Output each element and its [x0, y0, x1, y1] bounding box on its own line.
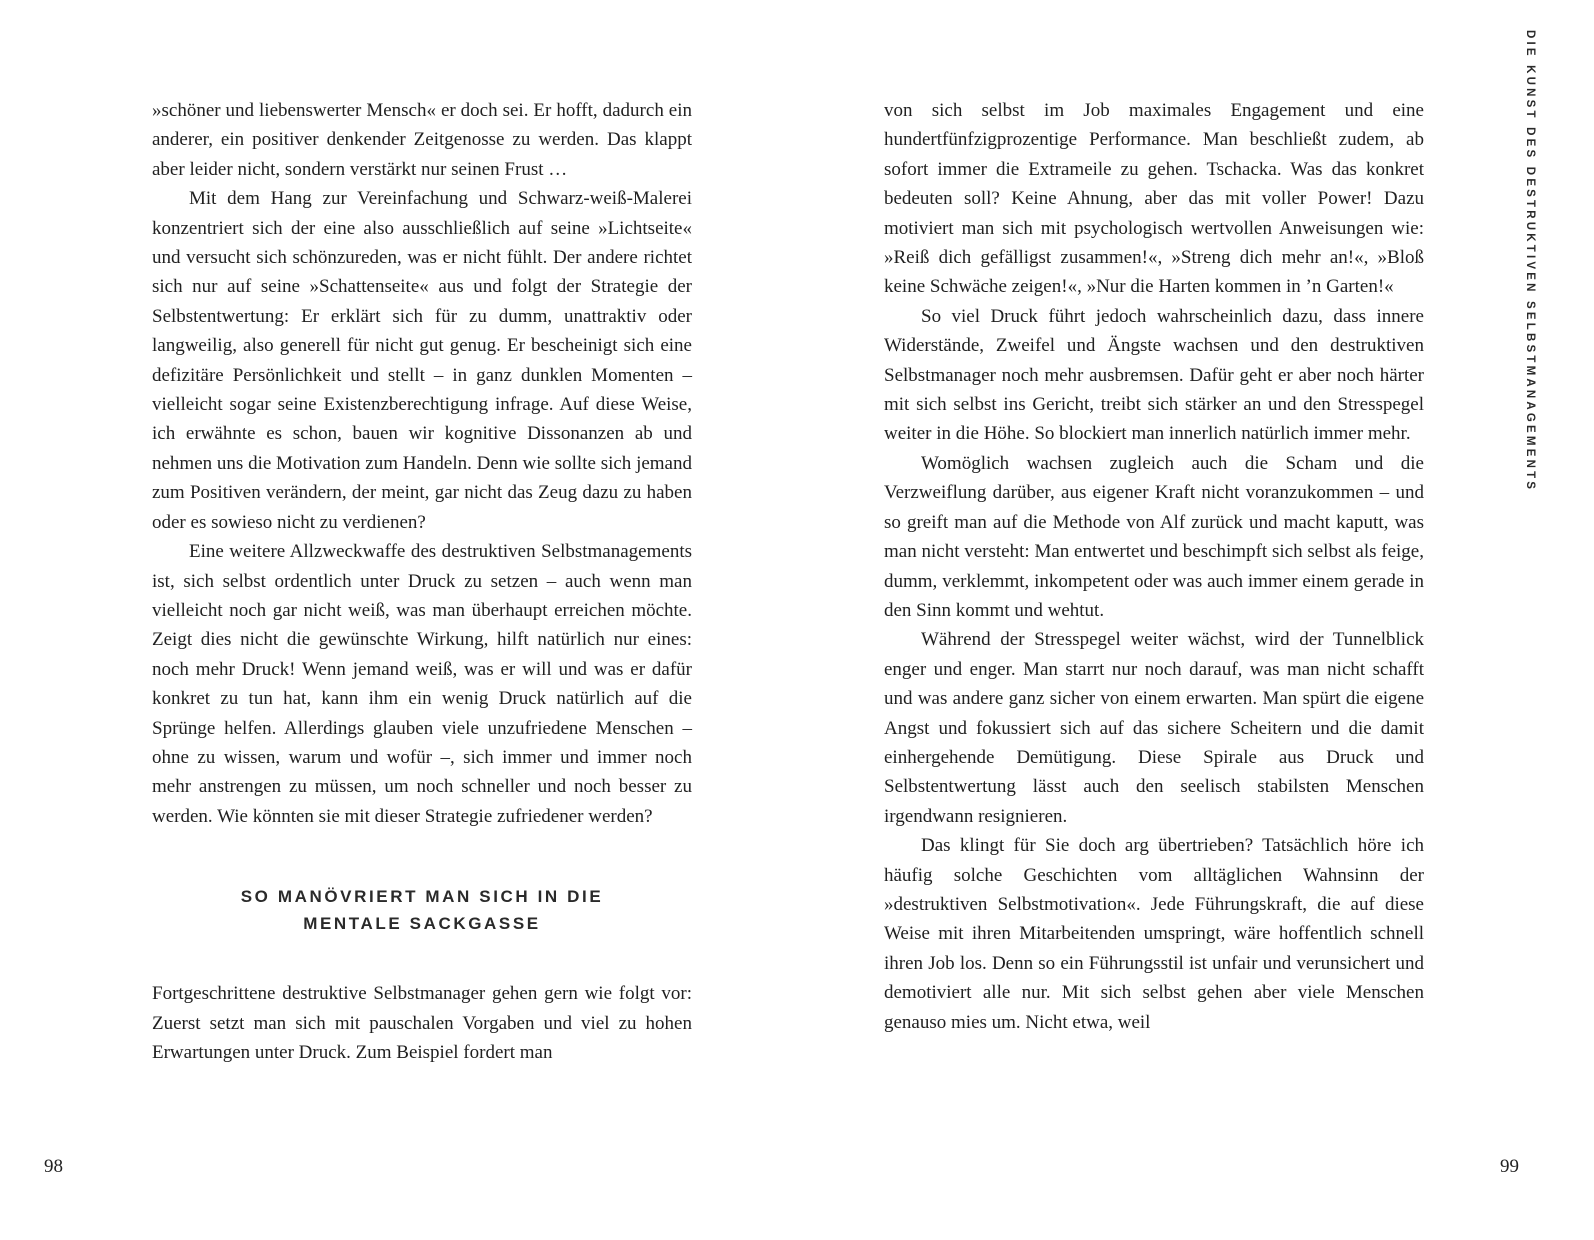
paragraph: »schöner und liebenswerter Mensch« er doch sei. Er hofft, dadurch ein anderer, ein positiver denkender Zeitgenosse zu werden. Das klappt aber leider nicht, sondern verstärkt nur seinen Frust …	[152, 100, 692, 180]
paragraph: von sich selbst im Job maximales Engagement und eine hundertfünfzigprozentige Performance. Man beschließt zudem, ab sofort immer die Extrameile zu gehen. Tschacka. Was das konkret bedeuten soll? Keine Ahnung, aber das mit voller Power! Dazu motiviert man sich mit psychologisch wertvollen Anweisungen wie: »Reiß dich gefälligst zusammen!«, »Streng dich mehr an!«, »Bloß keine Schwäche zeigen!«, »Nur die Harten kommen in ’n Garten!«	[884, 100, 1424, 298]
paragraph: So viel Druck führt jedoch wahrscheinlich dazu, dass innere Widerstände, Zweifel und Ängste wachsen und den destruktiven Selbstmanager noch mehr ausbremsen. Dafür geht er aber noch härter mit sich selbst ins Gericht, treibt sich stärker an und den Stresspegel weiter in die Höhe. So blockiert man innerlich natürlich immer mehr.	[884, 305, 1424, 445]
paragraph: Womöglich wachsen zugleich auch die Scham und die Verzweiflung darüber, aus eigener Kraft nicht voranzukommen – und so greift man auf die Methode von Alf zurück und macht kaputt, was man nicht versteht: Man entwertet und beschimpft sich selbst als feige, dumm, verklemmt, inkompetent oder was auch immer einem gerade in den Sinn kommt und wehtut.	[884, 452, 1424, 621]
section-heading	[152, 883, 692, 937]
paragraph: Das klingt für Sie doch arg übertrieben? Tatsächlich höre ich häufig solche Geschichten vom alltäglichen Wahnsinn der »destruktiven Selbstmotivation«. Jede Führungskraft, die auf diese Weise mit ihren Mitarbeitenden umspringt, wäre hoffentlich schnell ihren Job los. Denn so ein Führungsstil ist unfair und verunsichert und demotiviert alle nur. Mit sich selbst gehen aber viele Menschen genauso mies um. Nicht etwa, weil	[884, 835, 1424, 1033]
running-header: DIE KUNST DES DESTRUKTIVEN SELBSTMANAGEMENTS	[1524, 30, 1536, 493]
paragraph: Mit dem Hang zur Vereinfachung und Schwarz-weiß-Malerei konzentriert sich der eine also ausschließlich auf seine »Lichtseite« und versucht sich schönzureden, was er nicht fühlt. Der andere richtet sich nur auf seine »Schattenseite« aus und folgt der Strategie der Selbstentwertung: Er erklärt sich für zu dumm, unattraktiv oder langweilig, also generell für nicht gut genug. Er bescheinigt sich eine defizitäre Persönlichkeit und stellt – in ganz dunklen Momenten – vielleicht sogar seine Existenzberechtigung infrage. Auf diese Weise, ich erwähnte es schon, bauen wir kognitive Dissonanzen ab und nehmen uns die Motivation zum Handeln. Denn wie sollte sich jemand zum Positiven verändern, der meint, gar nicht das Zeug dazu zu haben oder es sowieso nicht zu verdienen?	[152, 188, 692, 533]
paragraph: Fortgeschrittene destruktive Selbstmanager gehen gern wie folgt vor: Zuerst setzt man sich mit pauschalen Vorgaben und viel zu hohen Erwartungen unter Druck. Zum Beispiel fordert man	[152, 983, 692, 1063]
page-number-left: 98	[44, 1156, 63, 1177]
section-heading-line: SO MANÖVRIERT MAN SICH IN DIE	[240, 887, 604, 907]
paragraph: Eine weitere Allzweckwaffe des destruktiven Selbstmanagements ist, sich selbst ordentlich unter Druck zu setzen – auch wenn man vielleicht noch gar nicht weiß, was man überhaupt erreichen möchte. Zeigt dies nicht die gewünschte Wirkung, hilft natürlich nur eines: noch mehr Druck! Wenn jemand weiß, was er will und was er dafür konkret zu tun hat, kann ihm ein wenig Druck natürlich auf die Sprünge helfen. Allerdings glauben viele unzufriedene Menschen – ohne zu wissen, warum und wofür –, sich immer und immer noch mehr anstrengen zu müssen, um noch schneller und noch besser zu werden. Wie könnten sie mit dieser Strategie zufriedener werden?	[152, 541, 692, 827]
paragraph: Während der Stresspegel weiter wächst, wird der Tunnelblick enger und enger. Man starrt nur noch darauf, was man nicht schafft und was andere ganz sicher von einem erwarten. Man spürt die eigene Angst und fokussiert sich auf das sichere Scheitern und die damit einhergehende Demütigung. Diese Spirale aus Druck und Selbstentwertung lässt auch den seelisch stabilsten Menschen irgendwann resignieren.	[884, 629, 1424, 827]
left-page-text	[152, 96, 692, 1067]
page-number-right: 99	[1500, 1156, 1519, 1177]
right-page-text	[884, 96, 1424, 1037]
section-heading-line: MENTALE SACKGASSE	[303, 914, 541, 934]
